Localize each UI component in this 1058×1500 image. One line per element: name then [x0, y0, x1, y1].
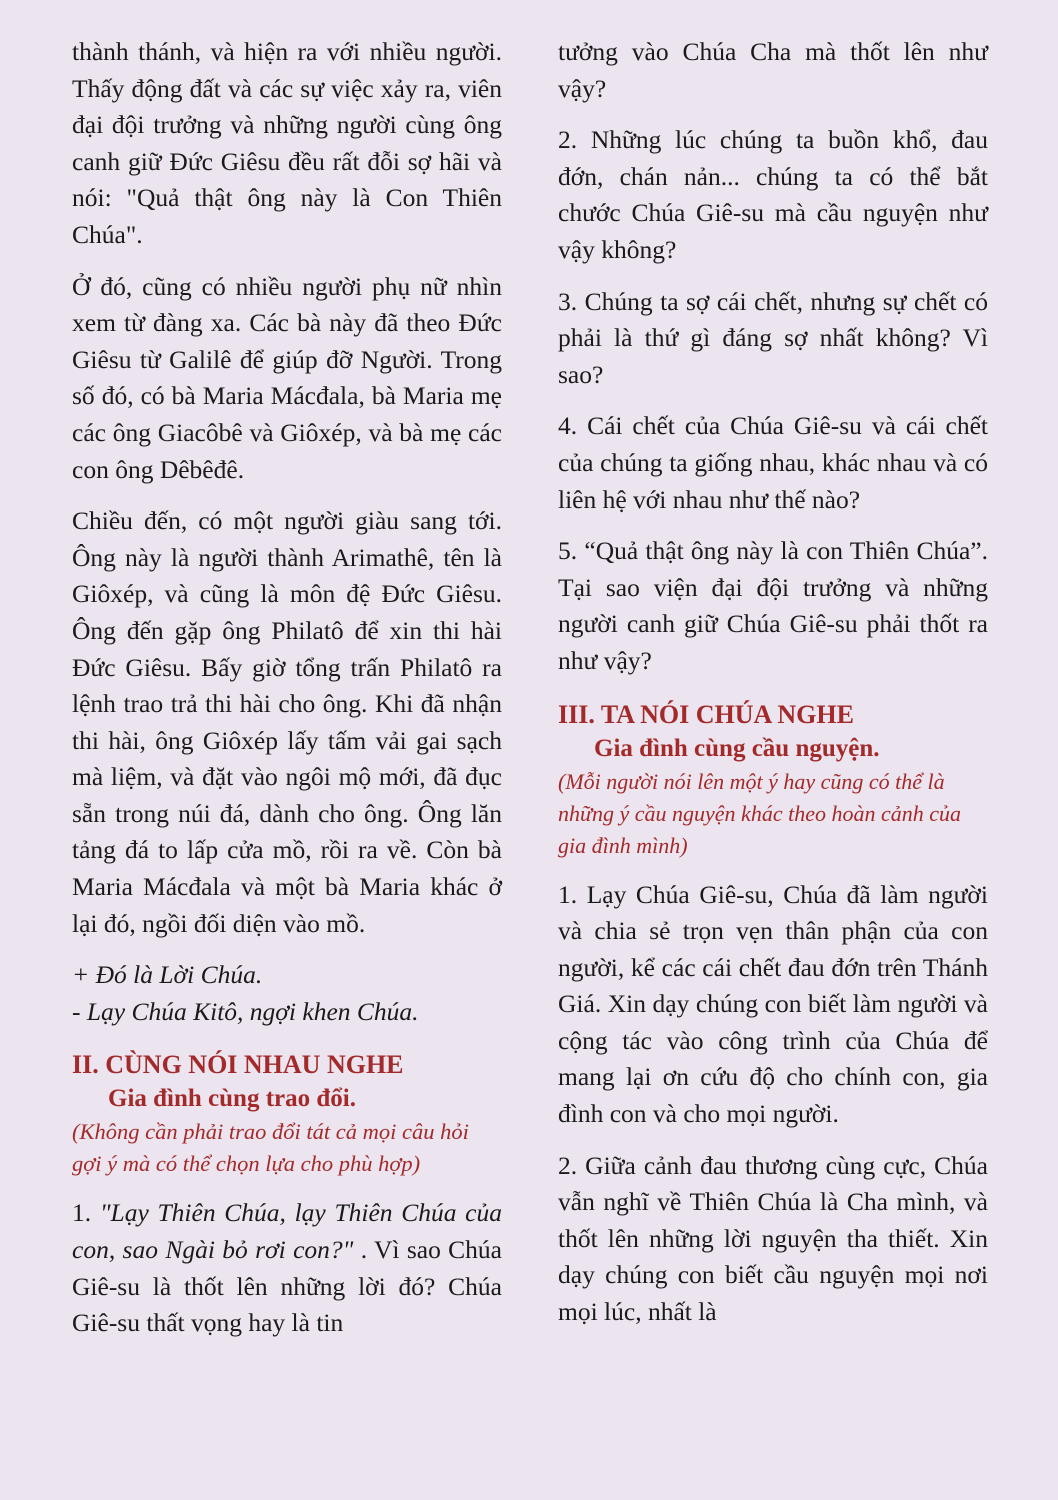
- prayer-1: 1. Lạy Chúa Giê-su, Chúa đã làm người và chia sẻ trọn vẹn thân phận của con người, kể các cái chết đau đớn trên Thánh Giá. Xin dạy chúng con biết làm người và cộng tác vào công trình của Chúa để mang lại ơn cứu độ cho chính con, gia đình con và cho mọi người.: [558, 879, 988, 1129]
- question-1-quote: "Lạy Thiên Chúa, lạy Thiên Chúa của con, sao Ngài bỏ rơi con?": [72, 1198, 502, 1265]
- question-2: 2. Những lúc chúng ta buồn khổ, đau đớn, chán nản... chúng ta có thể bắt chước Chúa Giê-su mà cầu nguyện như vậy không?: [558, 125, 988, 264]
- section-subtitle-pray: Gia đình cùng cầu nguyện.: [594, 734, 880, 762]
- question-5: 5. “Quả thật ông này là con Thiên Chúa”. Tại sao viện đại đội trưởng và những người canh giữ Chúa Giê-su phải thốt ra như vậy?: [558, 536, 988, 675]
- section-note-pray: (Mỗi người nói lên một ý hay cũng có thể là những ý cầu nguyện khác theo hoàn cảnh của gia đình mình): [558, 768, 961, 858]
- section-title-share: II. CÙNG NÓI NHAU NGHE: [72, 1050, 404, 1080]
- gospel-paragraph-1: thành thánh, và hiện ra với nhiều người. Thấy động đất và các sự việc xảy ra, viên đại đội trưởng và những người cùng ông canh giữ Đức Giêsu đều rất đỗi sợ hãi và nói: "Quả thật ông này là Con Thiên Chúa".: [72, 37, 502, 249]
- gospel-paragraph-2: Ở đó, cũng có nhiều người phụ nữ nhìn xem từ đàng xa. Các bà này đã theo Đức Giêsu từ Galilê để giúp đỡ Người. Trong số đó, có bà Maria Mácđala, bà Maria mẹ các ông Giacôbê và Giôxép, và bà mẹ các con ông Dêbêđê.: [72, 271, 502, 484]
- section-title-pray: III. TA NÓI CHÚA NGHE: [558, 699, 854, 729]
- section-note-share: (Không cần phải trao đổi tát cả mọi câu hỏi gợi ý mà có thể chọn lựa cho phù hợp): [72, 1119, 469, 1177]
- gospel-paragraph-3: Chiều đến, có một người giàu sang tới. Ông này là người thành Arimathê, tên là Giôxép, và cũng là môn đệ Đức Giêsu. Ông đến gặp ông Philatô để xin thi hài Đức Giêsu. Bấy giờ tổng trấn Philatô ra lệnh trao trả thi hài cho ông. Khi đã nhận thi hài, ông Giôxép lấy tấm vải gai sạch mà liệm, và đặt vào ngôi mộ mới, đã đục sẵn trong núi đá, dành cho ông. Ông lăn tảng đá to lấp cửa mồ, rồi ra về. Còn bà Maria Mácđala và một bà Maria khác ở lại đó, ngồi đối diện vào mồ.: [72, 506, 502, 938]
- left-column: [72, 34, 502, 1342]
- right-column: [558, 34, 988, 1331]
- closing-line-2: - Lạy Chúa Kitô, ngợi khen Chúa.: [72, 996, 419, 1026]
- question-1-number: 1.: [72, 1198, 100, 1228]
- question-1-continued: tưởng vào Chúa Cha mà thốt lên như vậy?: [558, 37, 988, 103]
- question-1-text: . Vì sao Chúa Giê-su là thốt lên những lời đó? Chúa Giê-su thất vọng hay là tin: [72, 1235, 502, 1338]
- question-3: 3. Chúng ta sợ cái chết, nhưng sự chết có phải là thứ gì đáng sợ nhất không? Vì sao?: [558, 286, 988, 389]
- question-1: [72, 1195, 502, 1341]
- closing-line-1: + Đó là Lời Chúa.: [72, 960, 263, 990]
- question-4: 4. Cái chết của Chúa Giê-su và cái chết của chúng ta giống nhau, khác nhau và có liên hệ với nhau như thế nào?: [558, 411, 988, 514]
- section-subtitle-share: Gia đình cùng trao đổi.: [108, 1085, 356, 1113]
- prayer-2: 2. Giữa cảnh đau thương cùng cực, Chúa vẫn nghĩ về Thiên Chúa là Cha mình, và thốt lên những lời nguyện tha thiết. Xin dạy chúng con biết cầu nguyện mọi nơi mọi lúc, nhất là: [558, 1150, 988, 1327]
